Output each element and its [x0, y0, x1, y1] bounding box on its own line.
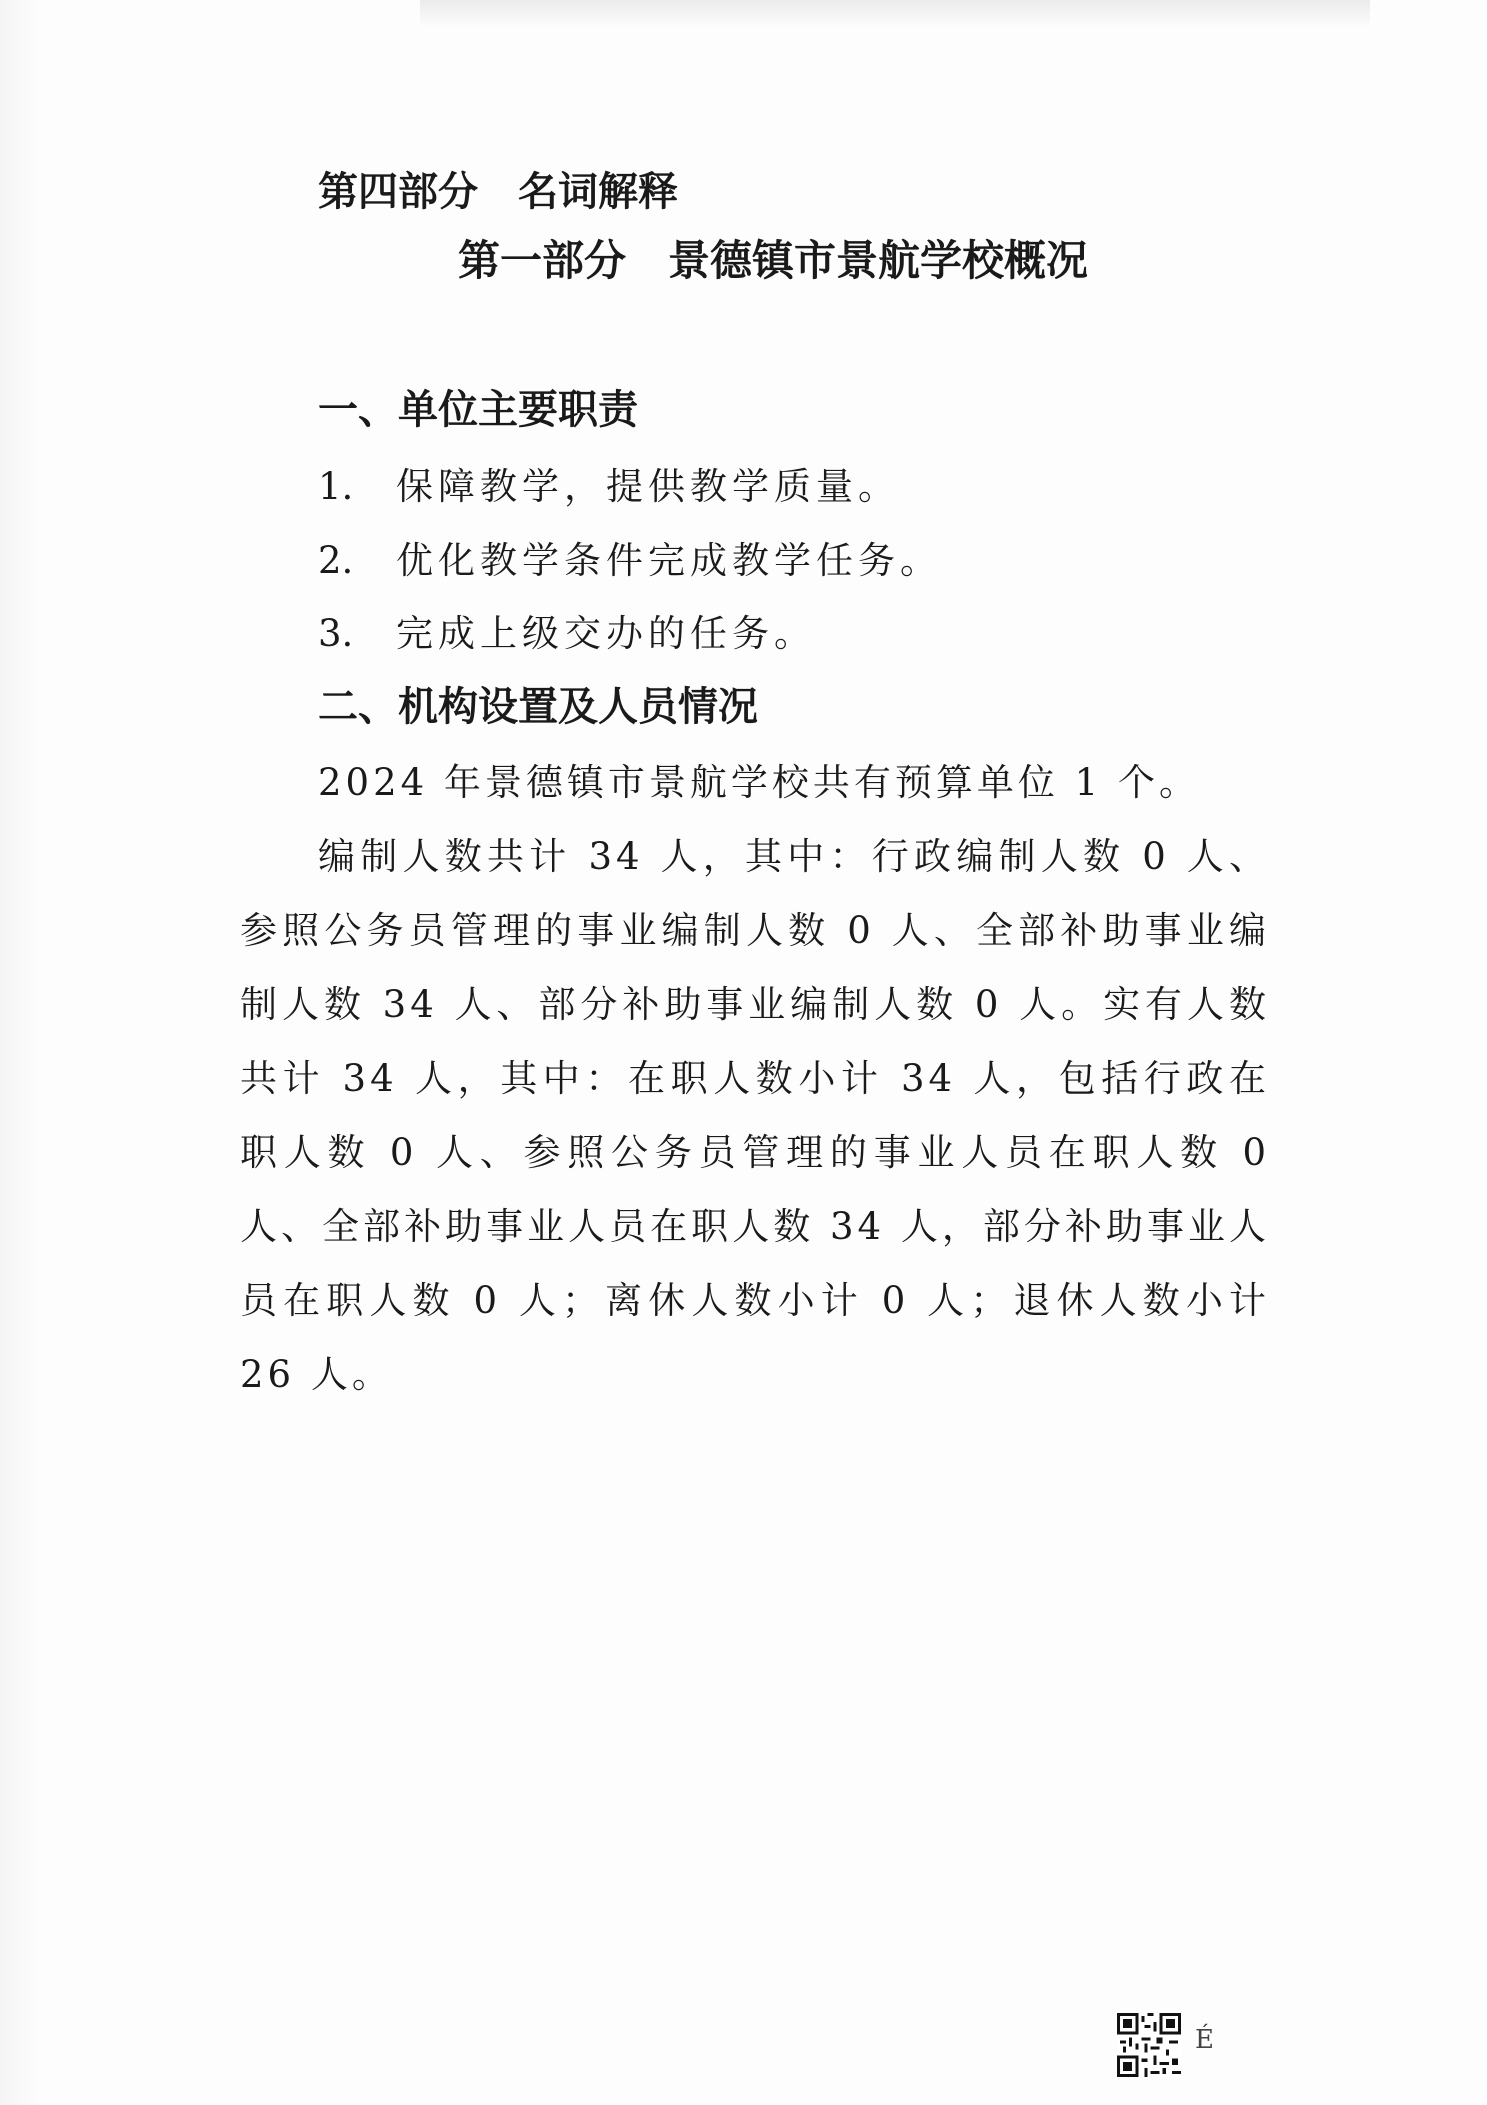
- budget-units-paragraph: 2024 年景德镇市景航学校共有预算单位 1 个。: [318, 761, 1200, 804]
- scan-smudge: [420, 0, 1370, 28]
- duty-text: 优化教学条件完成教学任务。: [396, 539, 942, 582]
- duty-text: 保障教学，提供教学质量。: [396, 465, 900, 508]
- qr-code-icon: [1117, 2013, 1181, 2077]
- duty-item: [318, 603, 816, 657]
- section2-heading: 二、机构设置及人员情况: [318, 684, 758, 730]
- duty-text: 完成上级交办的任务。: [396, 612, 816, 655]
- staff-paragraph: 编制人数共计 34 人，其中：行政编制人数 0 人、参照公务员管理的事业编制人数 0 人、全部补助事业编制人数 34 人、部分补助事业编制人数 0 人。实有人数共计 34 人，其中：在职人数小计 34 人，包括行政在职人数 0 人、参照公务员管理的事业人员在职人数 0 人、全部补助事业人员在职人数 34 人，部分补助事业人员在职人数 0 人；离休人数小计 0 人；退休人数小计 26 人。: [240, 835, 1270, 1396]
- section1-heading: 一、单位主要职责: [318, 387, 638, 433]
- corner-mark: É: [1195, 2025, 1214, 2055]
- duty-item: [318, 456, 900, 510]
- part4-heading: 第四部分 名词解释: [318, 169, 678, 215]
- part1-title: 第一部分 景德镇市景航学校概况: [458, 236, 1089, 285]
- duty-number: 1.: [318, 465, 354, 508]
- duty-number: 2.: [318, 539, 354, 582]
- duty-number: 3.: [318, 612, 354, 655]
- duty-item: [318, 530, 942, 584]
